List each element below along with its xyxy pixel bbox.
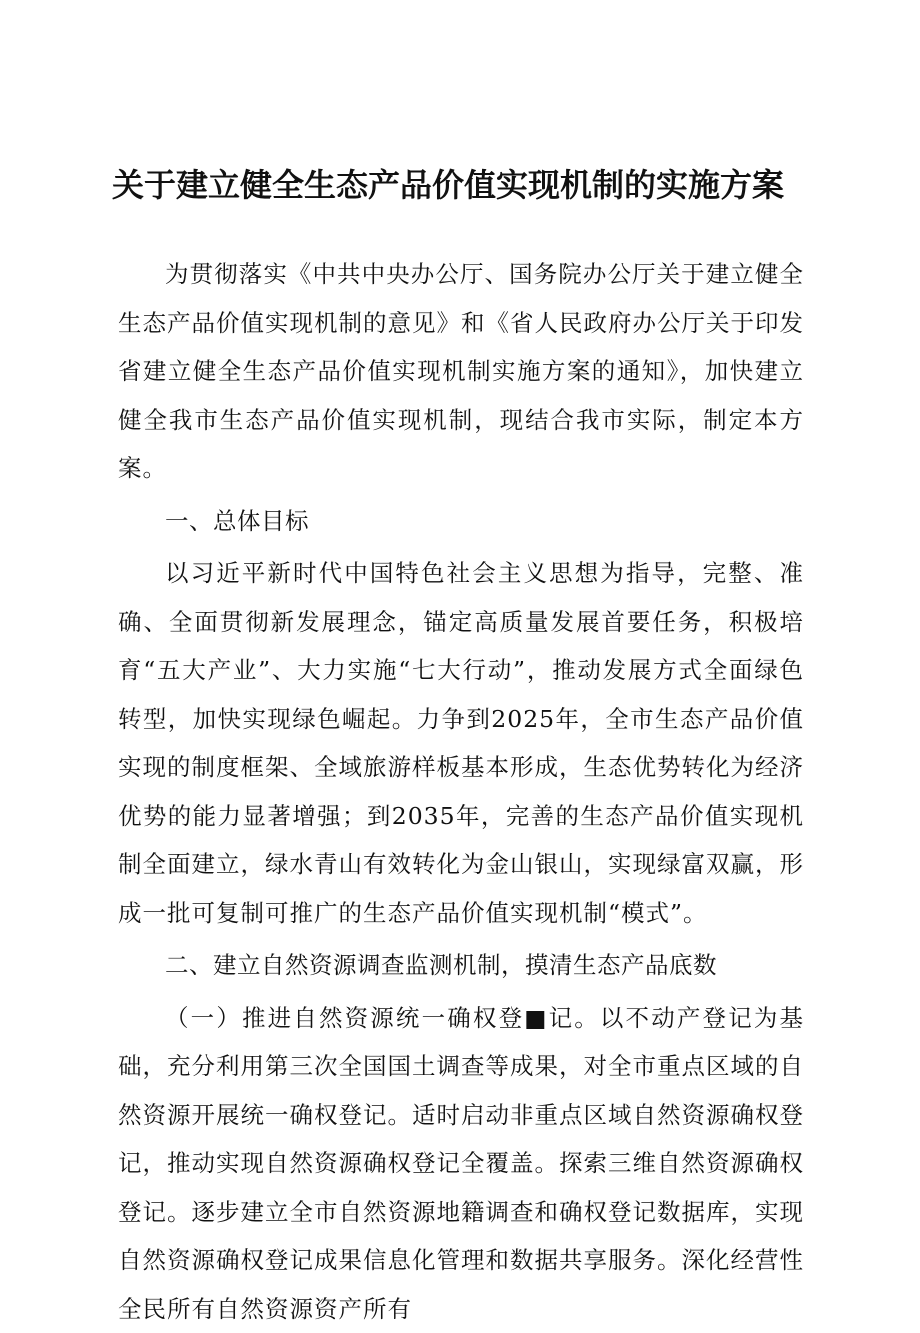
subsection-1-text: 推进自然资源统一确权登■记。以不动产登记为基础，充分利用第三次全国国土调查等成果，对全市重点区域的自然资源开展统一确权登记。适时启动非重点区域自然资源确权登记，推动实现自然资源确权登记全覆盖。探索三维自然资源确权登记。逐步建立全市自然资源地籍调查和确权登记数据库，实现自然资源确权登记成果信息化管理和数据共享服务。深化经营性全民所有自然资源资产所有 — [118, 1004, 804, 1323]
section-1-paragraph: 以习近平新时代中国特色社会主义思想为指导，完整、准确、全面贯彻新发展理念，锚定高质量发展首要任务，积极培育“五大产业”、大力实施“七大行动”，推动发展方式全面绿色转型，加快实现绿色崛起。力争到2025年，全市生态产品价值实现的制度框架、全域旅游样板基本形成，生态优势转化为经济优势的能力显著增强；到2035年，完善的生态产品价值实现机制全面建立，绿水青山有效转化为金山银山，实现绿富双赢，形成一批可复制可推广的生态产品价值实现机制“模式”。 — [118, 549, 804, 937]
section-heading-2: 二、建立自然资源调查监测机制，摸清生态产品底数 — [118, 941, 804, 990]
section-heading-1: 一、总体目标 — [118, 497, 804, 546]
document-body — [118, 250, 804, 1333]
intro-paragraph: 为贯彻落实《中共中央办公厅、国务院办公厅关于建立健全生态产品价值实现机制的意见》和《省人民政府办公厅关于印发省建立健全生态产品价值实现机制实施方案的通知》，加快建立健全我市生态产品价值实现机制，现结合我市实际，制定本方案。 — [118, 250, 804, 493]
subsection-1-paragraph — [118, 994, 804, 1333]
document-title: 关于建立健全生态产品价值实现机制的实施方案 — [112, 160, 784, 210]
subsection-1-number: （一） — [165, 1004, 242, 1032]
